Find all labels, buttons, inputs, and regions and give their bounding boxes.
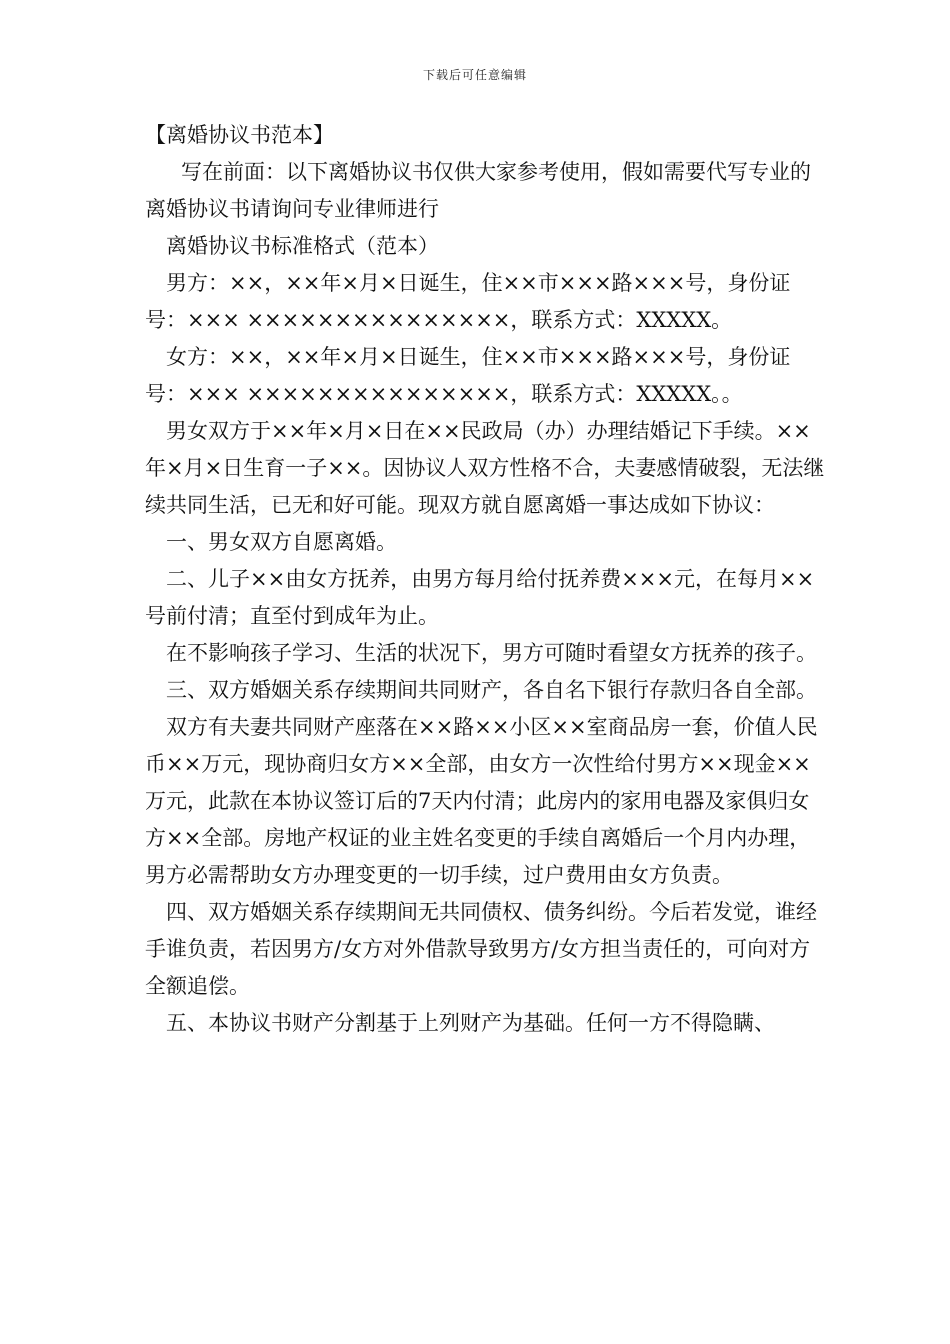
clause-5: 五、本协议书财产分割基于上列财产为基础。任何一方不得隐瞒、 [166, 1011, 775, 1035]
format-heading: 离婚协议书标准格式（范本） [166, 234, 439, 258]
preface-paragraph: 写在前面：以下离婚协议书仅供大家参考使用，假如需要代写专业的离婚协议书请询问专业律师进行 [145, 160, 811, 221]
clause-2: 二、儿子××由女方抚养，由男方每月给付抚养费×××元，在每月××号前付清；直至付到成年为止。 [145, 567, 815, 628]
clause-4: 四、双方婚姻关系存续期间无共同债权、债务纠纷。今后若发觉，谁经手谁负责，若因男方/女方对外借款导致男方/女方担当责任的，可向对方全额追偿。 [145, 900, 817, 998]
clause-1: 一、男女双方自愿离婚。 [166, 530, 397, 554]
female-party-info: 女方：××，××年×月×日诞生，住××市×××路×××号，身份证号：××× ×××××××××××××××，联系方式：XXXXX。。 [145, 345, 791, 406]
clause-3-property: 双方有夫妻共同财产座落在××路××小区××室商品房一套，价值人民币××万元，现协商归女方××全部，由女方一次性给付男方××现金××万元，此款在本协议签订后的7天内付清；此房内的家用电器及家俱归女方××全部。房地产权证的业主姓名变更的手续自离婚后一个月内办理，男方必需帮助女方办理变更的一切手续，过户费用由女方负责。 [145, 715, 818, 887]
marriage-background-paragraph: 男女双方于××年×月×日在××民政局（办）办理结婚记下手续。××年×月×日生育一子××。因协议人双方性格不合，夫妻感情破裂，无法继续共同生活，已无和好可能。现双方就自愿离婚一事达成如下协议： [145, 419, 825, 517]
male-party-info: 男方：××，××年×月×日诞生，住××市×××路×××号，身份证号：××× ×××××××××××××××，联系方式：XXXXX。 [145, 271, 791, 332]
document-body [145, 117, 825, 1042]
header-note: 下载后可任意编辑 [422, 68, 527, 82]
clause-3: 三、双方婚姻关系存续期间共同财产，各自名下银行存款归各自全部。 [166, 678, 817, 702]
clause-2-visitation: 在不影响孩子学习、生活的状况下，男方可随时看望女方抚养的孩子。 [166, 641, 817, 665]
document-title: 【离婚协议书范本】 [145, 123, 334, 147]
